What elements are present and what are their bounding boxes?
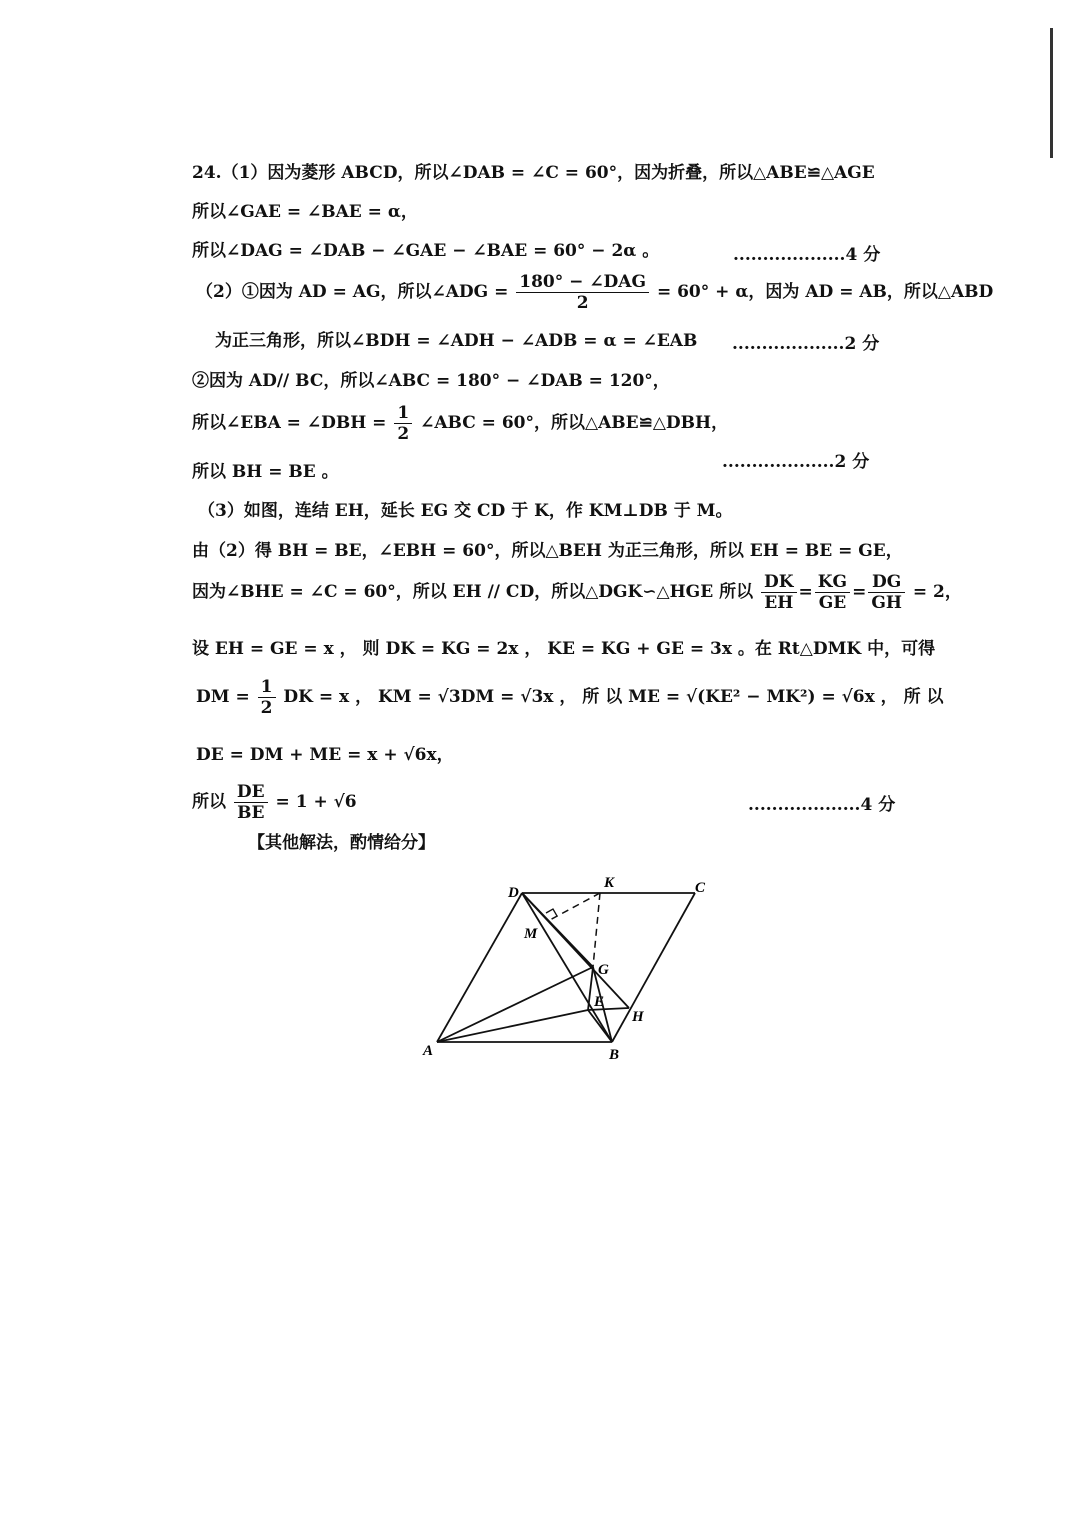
part1-line3: 所以∠DAG = ∠DAB − ∠GAE − ∠BAE = 60° − 2α 。 [192, 241, 660, 261]
part3-line5-b: DK = x ， KM = √3DM = √3x ， 所 以 ME = √(KE² − MK²) = √6x ， 所 以 [283, 687, 944, 707]
part2-fraction-num: 180° − ∠DAG [516, 272, 649, 293]
part2-line4-a: 所以∠EBA = ∠DBH = [192, 413, 387, 433]
ratio-fraction-3-den: GH [871, 593, 902, 613]
final-ratio-den: BE [237, 803, 265, 823]
part2-score1: ...................2 分 [732, 334, 880, 354]
part2-line5: 所以 BH = BE 。 [192, 462, 339, 482]
part3-line7-a: 所以 [192, 792, 226, 812]
final-ratio-num: DE [234, 782, 268, 803]
ratio-fraction-3-num: DG [868, 572, 905, 593]
label-K: K [604, 875, 615, 891]
part3-score: ...................4 分 [748, 795, 896, 815]
segment-GE [588, 967, 593, 1010]
dashed-KG [593, 893, 600, 967]
label-D: D [508, 885, 519, 901]
part3-line5-a: DM = [196, 687, 250, 707]
segment-AG [437, 967, 593, 1042]
segment-AE [437, 1010, 588, 1042]
label-H: H [632, 1009, 644, 1025]
part1-line2: 所以∠GAE = ∠BAE = α， [192, 202, 418, 222]
edge-AD [437, 893, 522, 1042]
part2-line2: 为正三角形，所以∠BDH = ∠ADH − ∠ADB = α = ∠EAB [215, 331, 698, 351]
label-E: E [594, 994, 605, 1010]
label-G: G [598, 962, 609, 978]
part3-half-den: 2 [260, 698, 273, 718]
part2-score2: ...................2 分 [722, 452, 870, 472]
label-C: C [695, 880, 706, 896]
edge-CB [612, 893, 695, 1042]
part3-line2: 由（2）得 BH = BE，∠EBH = 60°，所以△BEH 为正三角形，所以 EH = BE = GE， [192, 541, 903, 561]
part2-line1-b: = 60° + α，因为 AD = AB，所以△ABD [656, 282, 994, 302]
part2-half-num: 1 [394, 403, 412, 424]
part3-line1: （3）如图，连结 EH，延长 EG 交 CD 于 K，作 KM⊥DB 于 M。 [198, 501, 733, 521]
part2-half-den: 2 [397, 424, 410, 444]
part3-line3: 因为∠BHE = ∠C = 60°，所以 EH // CD，所以△DGK∽△HGE 所以 $\frac{DK}{EH}$ = $\frac{KG}{GE}$ = $\frac{DG}{GH}$ = 2， [192, 572, 962, 613]
ratio-fraction-1-num: DK [761, 572, 797, 593]
part3-line3-b: = 2， [912, 582, 962, 602]
part2-fraction-den: 2 [576, 293, 589, 313]
ratio-fraction-2-den: GE [818, 593, 847, 613]
part3-line4: 设 EH = GE = x ， 则 DK = KG = 2x ， KE = KG + GE = 3x 。在 Rt△DMK 中，可得 [192, 639, 936, 659]
ratio-fraction-1-den: EH [764, 593, 794, 613]
right-angle-mark [546, 909, 557, 916]
part3-half-num: 1 [258, 677, 276, 698]
ratio-fraction-2-num: KG [815, 572, 850, 593]
dashed-KM [548, 893, 600, 921]
part1-line1: 24.（1）因为菱形 ABCD，所以∠DAB = ∠C = 60°，因为折叠，所以△ABE≌△AGE [192, 163, 875, 183]
label-M: M [524, 926, 538, 942]
part1-score: ...................4 分 [733, 245, 881, 265]
part2-line1-a: （2）①因为 AD = AG，所以∠ADG = [196, 282, 509, 302]
grading-note: 【其他解法，酌情给分】 [248, 833, 435, 853]
part3-line7-b: = 1 + √6 [275, 792, 357, 812]
part3-line3-a: 因为∠BHE = ∠C = 60°，所以 EH // CD，所以△DGK∽△HGE 所以 [192, 582, 754, 602]
part3-line6: DE = DM + ME = x + √6x， [196, 745, 454, 765]
part2-line4-b: ∠ABC = 60°，所以△ABE≌△DBH， [420, 413, 729, 433]
label-A: A [423, 1043, 434, 1059]
label-B: B [609, 1047, 620, 1063]
part2-line3: ②因为 AD// BC，所以∠ABC = 180° − ∠DAB = 120°， [192, 371, 670, 391]
